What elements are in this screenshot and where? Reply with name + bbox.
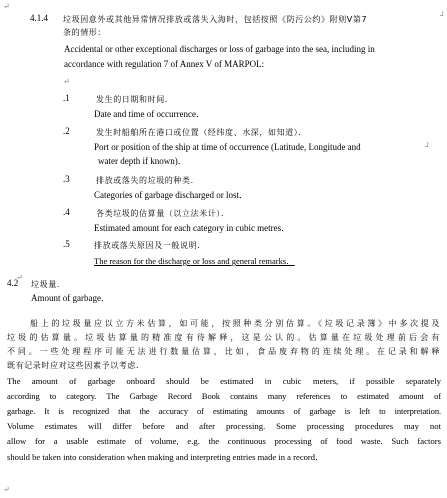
en-para-line: Volume estimates will differ before and after processing. Some processing procedures may not	[7, 421, 441, 431]
item-en: Date and time of occurrence．	[94, 109, 205, 119]
item-number: .1	[63, 93, 70, 103]
en-para-line: allow for a usable estimate of volume, e.g. the continuous processing of food waste. Such factors	[7, 436, 441, 446]
format-mark: ┘	[440, 11, 446, 20]
section-en-line-2: accordance with regulation 7 of Annex V of MARPOL:	[64, 59, 265, 69]
item-number: .2	[63, 126, 70, 136]
cn-para-line: 垃圾的估算量。垃圾估算量的精准度有待解释，这是公认的。估算量在垃圾处理前后会有	[7, 333, 440, 342]
cn-para-line: 既有记录时应对这些因素予以考虑．	[7, 361, 145, 370]
cn-para-line: 不同。一些处理程序可能无法进行数量估算，比如，食品废弃物的连续处理。在记录和解释	[7, 347, 440, 356]
item-number: .5	[63, 239, 70, 249]
format-mark: ↵	[63, 77, 70, 86]
section-cn-line-1: 垃圾因意外或其他异常情况排放或落失入海时，包括按照《防污公约》附则V第7	[63, 15, 368, 24]
format-mark: ↵	[3, 2, 10, 11]
en-para-line: garbage. It is recognized that the accuracy of estimating amounts of garbage is left to interpretation.	[7, 406, 441, 416]
en-para-line: according to category. The Garbage Record Book contains many references to estimated amount of	[7, 391, 441, 401]
item-en: Estimated amount for each category in cubic metres．	[94, 223, 291, 233]
format-mark: ↵	[16, 273, 23, 282]
cn-para-line: 船上的垃圾量应以立方米估算，如可能，按照种类分别估算。《垃圾记录簿》中多次提及	[30, 319, 440, 328]
section-number: 4.1.4	[30, 13, 48, 23]
en-para-line: should be taken into consideration when making and interpreting entries made in a record．	[7, 452, 324, 462]
item-cn: 发生的日期和时间．	[96, 95, 174, 104]
section2-en-title: Amount of garbage．	[31, 293, 110, 303]
format-mark: ┘	[425, 142, 431, 151]
item-en: The reason for the discharge or loss and general remarks．	[94, 256, 295, 266]
item-number: .3	[63, 174, 70, 184]
en-para-line: The amount of garbage onboard should be estimated in cubic meters, if possible separately	[7, 376, 441, 386]
item-en: Port or position of the ship at time of occurrence (Latitude, Longitude and	[94, 142, 361, 152]
section2-cn-title: 垃圾量．	[31, 280, 66, 289]
section2-number: 4.2	[7, 278, 19, 288]
format-mark: ↵	[3, 485, 10, 494]
item-cn: 发生时船舶所在港口或位置（经纬度、水深，如知道）．	[96, 128, 307, 137]
item-number: .4	[63, 207, 70, 217]
section-en-line-1: Accidental or other exceptional discharges or loss of garbage into the sea, including in	[64, 44, 375, 54]
section-cn-line-2: 条的情形：	[63, 28, 106, 37]
item-cn: 排放或落失的垃圾的种类．	[96, 176, 200, 185]
item-cn: 各类垃圾的估算量（以立法米计）．	[96, 209, 230, 218]
item-cn: 排放或落失原因及一般说明．	[94, 241, 206, 250]
item-en: water depth if known)．	[98, 156, 187, 166]
item-en: Categories of garbage discharged or lost．	[94, 190, 249, 200]
